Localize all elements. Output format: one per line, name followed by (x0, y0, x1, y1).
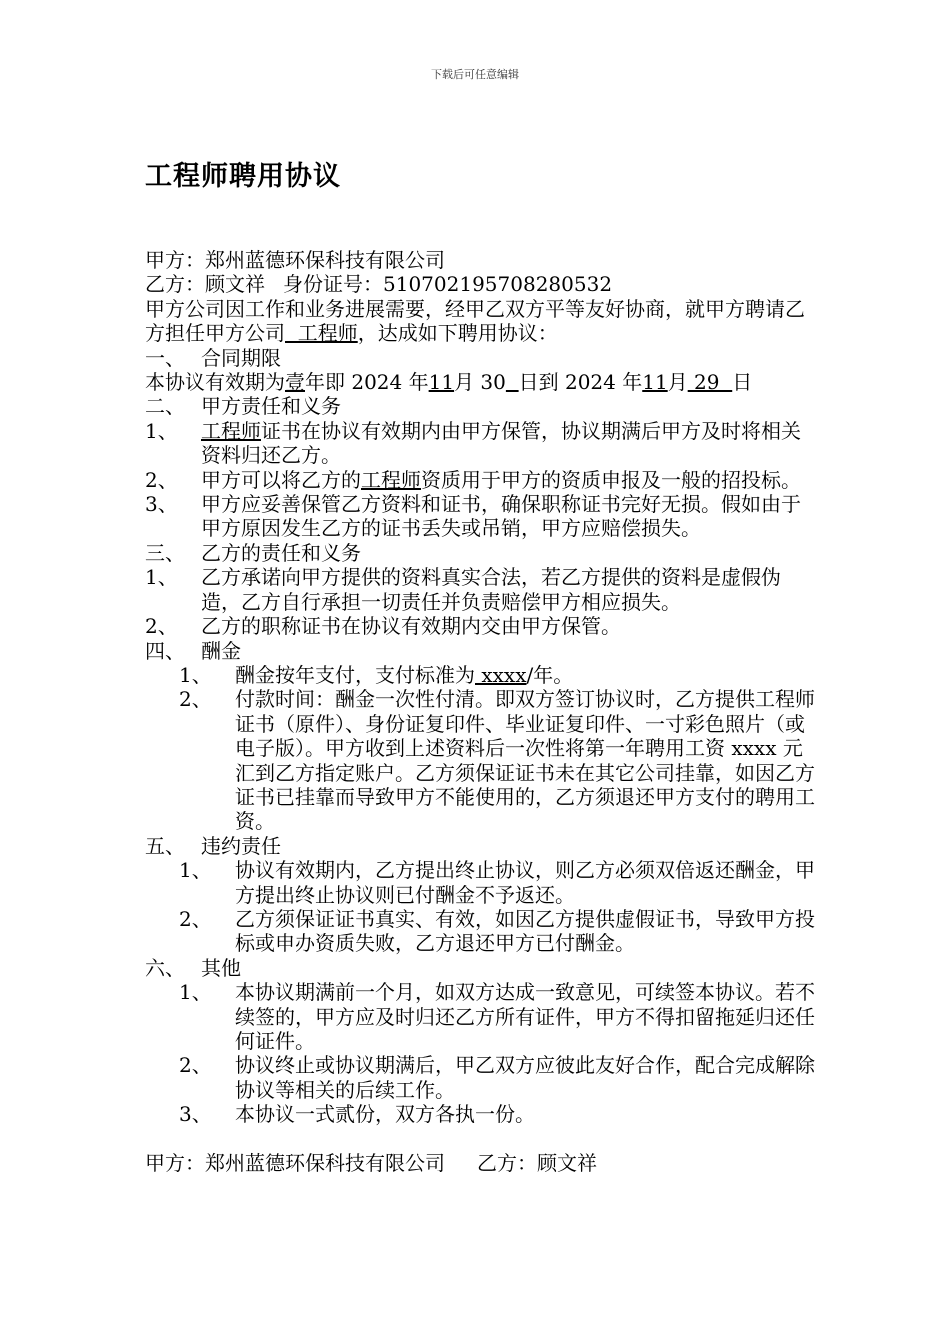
intro-paragraph (145, 297, 815, 346)
item-text: 乙方承诺向甲方提供的资料真实合法，若乙方提供的资料是虚假伪造，乙方自行承担一切责任并负责赔偿甲方相应损失。 (201, 565, 781, 614)
signature-line (145, 1151, 815, 1175)
list-item (145, 468, 815, 492)
section-2-heading (145, 394, 815, 418)
intro-text-end: ，达成如下聘用协议： (357, 321, 558, 346)
section-title: 违约责任 (201, 833, 281, 858)
item-number: 2、 (179, 906, 212, 931)
section-number: 六、 (145, 955, 185, 980)
underlined-term: 工程师 (201, 418, 261, 443)
item-number: 3、 (179, 1102, 212, 1127)
item-text (235, 663, 815, 687)
payment-amount: xxxx (475, 662, 527, 687)
validity-text: 月 30 (454, 370, 506, 395)
list-item (145, 1102, 815, 1126)
item-number: 1、 (179, 980, 212, 1005)
item-text: 协议终止或协议期满后，甲乙双方应彼此友好合作，配合完成解除协议等相关的后续工作。 (235, 1053, 815, 1102)
section-5-heading (145, 834, 815, 858)
item-text: 付款时间：酬金一次性付清。即双方签订协议时，乙方提供工程师证书（原件）、身份证复印件、毕业证复印件、一寸彩色照片（或电子版）。甲方收到上述资料后一次性将第一年聘用工资 xxxx 元汇到乙方指定账户。乙方须保证证书未在其它公司挂靠，如因乙方证书已挂靠而导致甲方不能使用的，乙方须退还甲方支付的聘用工资。 (235, 687, 815, 834)
item-text: 本协议一式贰份，双方各执一份。 (235, 1102, 535, 1127)
item-text-pre: 酬金按年支付，支付标准为 (235, 662, 475, 687)
item-number: 2、 (145, 614, 178, 639)
end-month: 11 (642, 370, 668, 395)
validity-years: 壹 (285, 370, 305, 395)
section-3-heading (145, 541, 815, 565)
section-number: 五、 (145, 833, 185, 858)
section-number: 四、 (145, 638, 185, 663)
validity-text: 日 (732, 370, 753, 395)
item-number: 1、 (179, 858, 212, 883)
section-title: 甲方责任和义务 (201, 394, 341, 419)
section-1-heading (145, 346, 815, 370)
signature-party-b: 乙方：顾文祥 (477, 1150, 597, 1175)
signature-party-a: 甲方：郑州蓝德环保科技有限公司 (145, 1150, 445, 1175)
item-text (201, 468, 815, 492)
list-item (145, 419, 815, 468)
list-item (145, 858, 815, 907)
intro-text: 甲方公司因工作和业务进展需要，经甲乙双方平等友好协商，就甲方聘请乙方担任甲方公司 (145, 296, 805, 346)
party-b-line (145, 272, 815, 296)
document-body (145, 248, 815, 1175)
validity-blank (506, 370, 519, 394)
item-text: 乙方的职称证书在协议有效期内交由甲方保管。 (201, 614, 621, 639)
list-item (145, 1053, 815, 1102)
list-item (145, 663, 815, 687)
item-number: 1、 (145, 565, 178, 590)
item-text: 乙方须保证证书真实、有效，如因乙方提供虚假证书，导致甲方投标或申办资质失败，乙方退还甲方已付酬金。 (235, 906, 815, 956)
end-day: 29 (687, 370, 733, 395)
validity-text: 年即 2024 年 (305, 370, 429, 395)
party-b-name: 乙方：顾文祥 (145, 272, 265, 297)
section-number: 三、 (145, 540, 185, 565)
list-item (145, 492, 815, 541)
section-4-heading (145, 639, 815, 663)
start-month: 11 (428, 370, 455, 395)
list-item (145, 687, 815, 833)
item-text: 甲方应妥善保管乙方资料和证书，确保职称证书完好无损。假如由于甲方原因发生乙方的证书丢失或吊销，甲方应赔偿损失。 (201, 492, 801, 541)
intro-role: 工程师 (285, 321, 358, 346)
list-item (145, 565, 815, 614)
page-header: 下载后可任意编辑 (431, 68, 519, 81)
section-title: 酬金 (201, 638, 241, 663)
id-label: 身份证号： (283, 272, 383, 297)
section-number: 二、 (145, 394, 185, 419)
section-title: 乙方的责任和义务 (201, 540, 361, 565)
item-text-rest: /年。 (526, 662, 574, 687)
item-number: 3、 (145, 492, 178, 517)
item-text: 协议有效期内，乙方提出终止协议，则乙方必须双倍返还酬金，甲方提出终止协议则已付酬金不予返还。 (235, 858, 815, 907)
item-number: 2、 (179, 1053, 212, 1078)
party-a-line: 甲方：郑州蓝德环保科技有限公司 (145, 248, 445, 272)
validity-text: 本协议有效期为 (145, 370, 285, 395)
validity-text: 月 (667, 370, 688, 395)
item-text (201, 419, 815, 468)
item-number: 2、 (179, 687, 212, 712)
id-number: 510702195708280532 (383, 272, 613, 297)
item-text-rest: 证书在协议有效期内由甲方保管，协议期满后甲方及时将相关资料归还乙方。 (201, 418, 801, 468)
list-item (145, 907, 815, 956)
validity-text: 日到 2024 年 (518, 370, 643, 395)
section-title: 其他 (201, 955, 241, 980)
item-number: 1、 (145, 418, 178, 443)
item-text-rest: 资质用于甲方的资质申报及一般的招投标。 (421, 467, 801, 492)
item-text-pre: 甲方可以将乙方的 (201, 467, 361, 492)
underlined-term: 工程师 (361, 467, 421, 492)
item-number: 1、 (179, 662, 212, 687)
list-item (145, 614, 815, 638)
item-number: 2、 (145, 467, 178, 492)
validity-line (145, 370, 815, 394)
list-item (145, 980, 815, 1053)
section-title: 合同期限 (201, 345, 281, 370)
section-6-heading (145, 956, 815, 980)
section-number: 一、 (145, 345, 185, 370)
item-text: 本协议期满前一个月，如双方达成一致意见，可续签本协议。若不续签的，甲方应及时归还乙方所有证件，甲方不得扣留拖延归还任何证件。 (235, 980, 815, 1053)
document-title: 工程师聘用协议 (145, 161, 341, 192)
